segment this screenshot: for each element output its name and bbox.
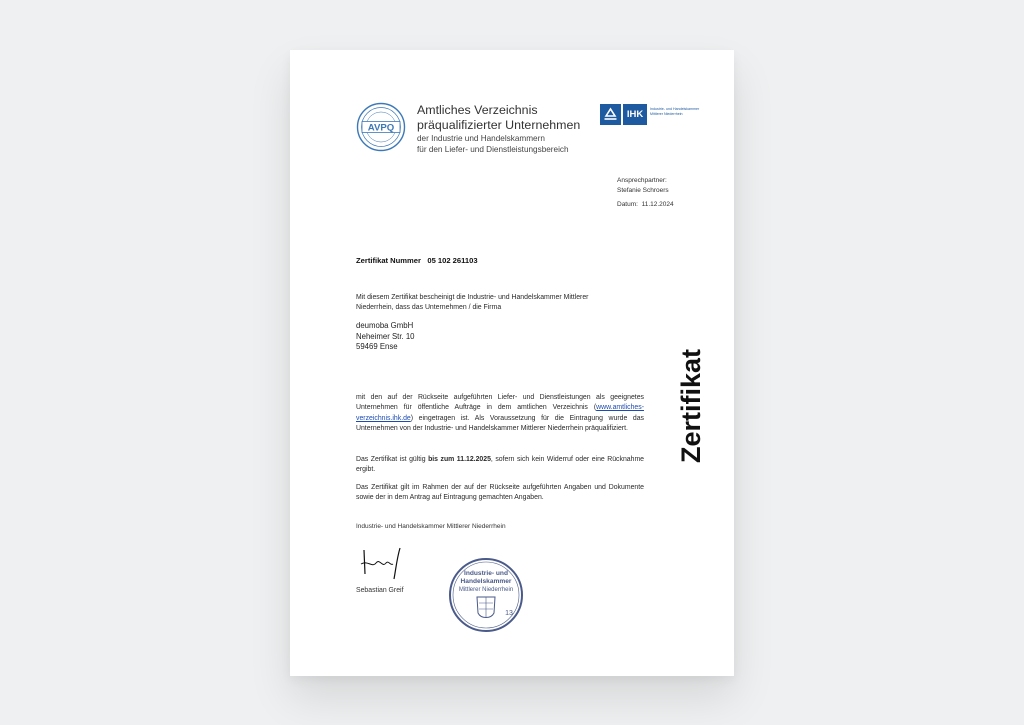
stamp-line1: Industrie- und bbox=[464, 570, 508, 577]
validity-text-end: , sofern sich kein Widerruf oder eine Rücknahme ergibt. bbox=[356, 456, 645, 474]
date-value: 11.12.2024 bbox=[641, 201, 674, 208]
chamber-name: Industrie- und Handelskammer Mittlerer Niederrhein bbox=[356, 523, 506, 530]
certificate-vertical-title bbox=[644, 336, 724, 476]
stamp-line3: Mittlerer Niederrhein bbox=[458, 587, 514, 593]
intro-paragraph bbox=[356, 293, 646, 314]
ihk-logo-caption bbox=[650, 107, 699, 116]
company-name: deumoba GmbH bbox=[356, 321, 414, 330]
official-stamp bbox=[448, 557, 524, 633]
registration-paragraph bbox=[356, 393, 644, 434]
validity-paragraph bbox=[356, 455, 644, 476]
scope-paragraph: Das Zertifikat gilt im Rahmen der auf der Rückseite aufgeführten Angaben und Dokumente sowie der in dem Antrag auf Eintragung gemachten Angaben. bbox=[356, 484, 644, 502]
stamp-number: 13 bbox=[505, 610, 513, 617]
contact-name: Stefanie Schroers bbox=[617, 186, 669, 194]
header-title bbox=[417, 103, 580, 133]
signature bbox=[356, 546, 408, 582]
ihk-logo-caption-line1: Industrie- und Handelskammer bbox=[650, 107, 700, 111]
ihk-logo-text: IHK bbox=[623, 104, 647, 125]
intro-line1: Mit diesem Zertifikat bescheinigt die Industrie- und Handelskammer Mittlerer bbox=[356, 294, 589, 301]
header-title-line2: präqualifizierter Unternehmen bbox=[417, 118, 581, 132]
company-address bbox=[356, 321, 415, 353]
avpq-logo bbox=[356, 102, 406, 152]
registration-text-start: mit den auf der Rückseite aufgeführten Liefer- und Dienstleistungen als geeignetes Unternehmen für öffentliche Aufträge in dem amtlichen Verzeichnis ( bbox=[356, 394, 644, 412]
header-subtitle-line2: für den Liefer- und Dienstleistungsbereich bbox=[417, 145, 569, 154]
certificate-number-label: Zertifikat Nummer bbox=[356, 256, 421, 265]
header-subtitle-line1: der Industrie und Handelskammern bbox=[417, 134, 545, 143]
date-line bbox=[617, 201, 674, 208]
ihk-logo bbox=[600, 104, 735, 126]
date-label: Datum: bbox=[617, 201, 638, 208]
intro-line2: Niederrhein, dass das Unternehmen / die Firma bbox=[356, 304, 502, 312]
stamp-line2: Handelskammer bbox=[460, 578, 512, 585]
certificate-number-value: 05 102 261103 bbox=[427, 256, 478, 265]
certificate-page bbox=[290, 50, 734, 676]
ihk-logo-mark bbox=[600, 104, 621, 125]
contact-label: Ansprechpartner: bbox=[617, 177, 667, 184]
validity-date: bis zum 11.12.2025 bbox=[428, 456, 491, 463]
company-street: Neheimer Str. 10 bbox=[356, 331, 415, 341]
signer-name: Sebastian Greif bbox=[356, 587, 404, 594]
header-title-line1: Amtliches Verzeichnis bbox=[417, 103, 538, 117]
validity-text-start: Das Zertifikat ist gültig bbox=[356, 456, 426, 463]
recycle-arrows-icon bbox=[600, 104, 621, 125]
contact-block bbox=[617, 176, 669, 195]
ihk-logo-caption-line2: Mittlerer Niederrhein bbox=[650, 111, 683, 116]
company-city: 59469 Ense bbox=[356, 342, 398, 351]
certificate-number bbox=[356, 256, 478, 265]
verzeichnis-link[interactable]: www.amtliches-verzeichnis.ihk.de bbox=[356, 404, 644, 422]
vertical-title-text: Zertifikat bbox=[676, 348, 706, 464]
avpq-logo-text: AVPQ bbox=[367, 122, 395, 134]
header-subtitle bbox=[417, 133, 569, 155]
registration-text-end: ) eingetragen ist. Als Voraussetzung für die Eintragung wurde das Unternehmen von der Industrie- und Handelskammer Mittlerer Niederrhein präqualifiziert. bbox=[356, 414, 644, 432]
